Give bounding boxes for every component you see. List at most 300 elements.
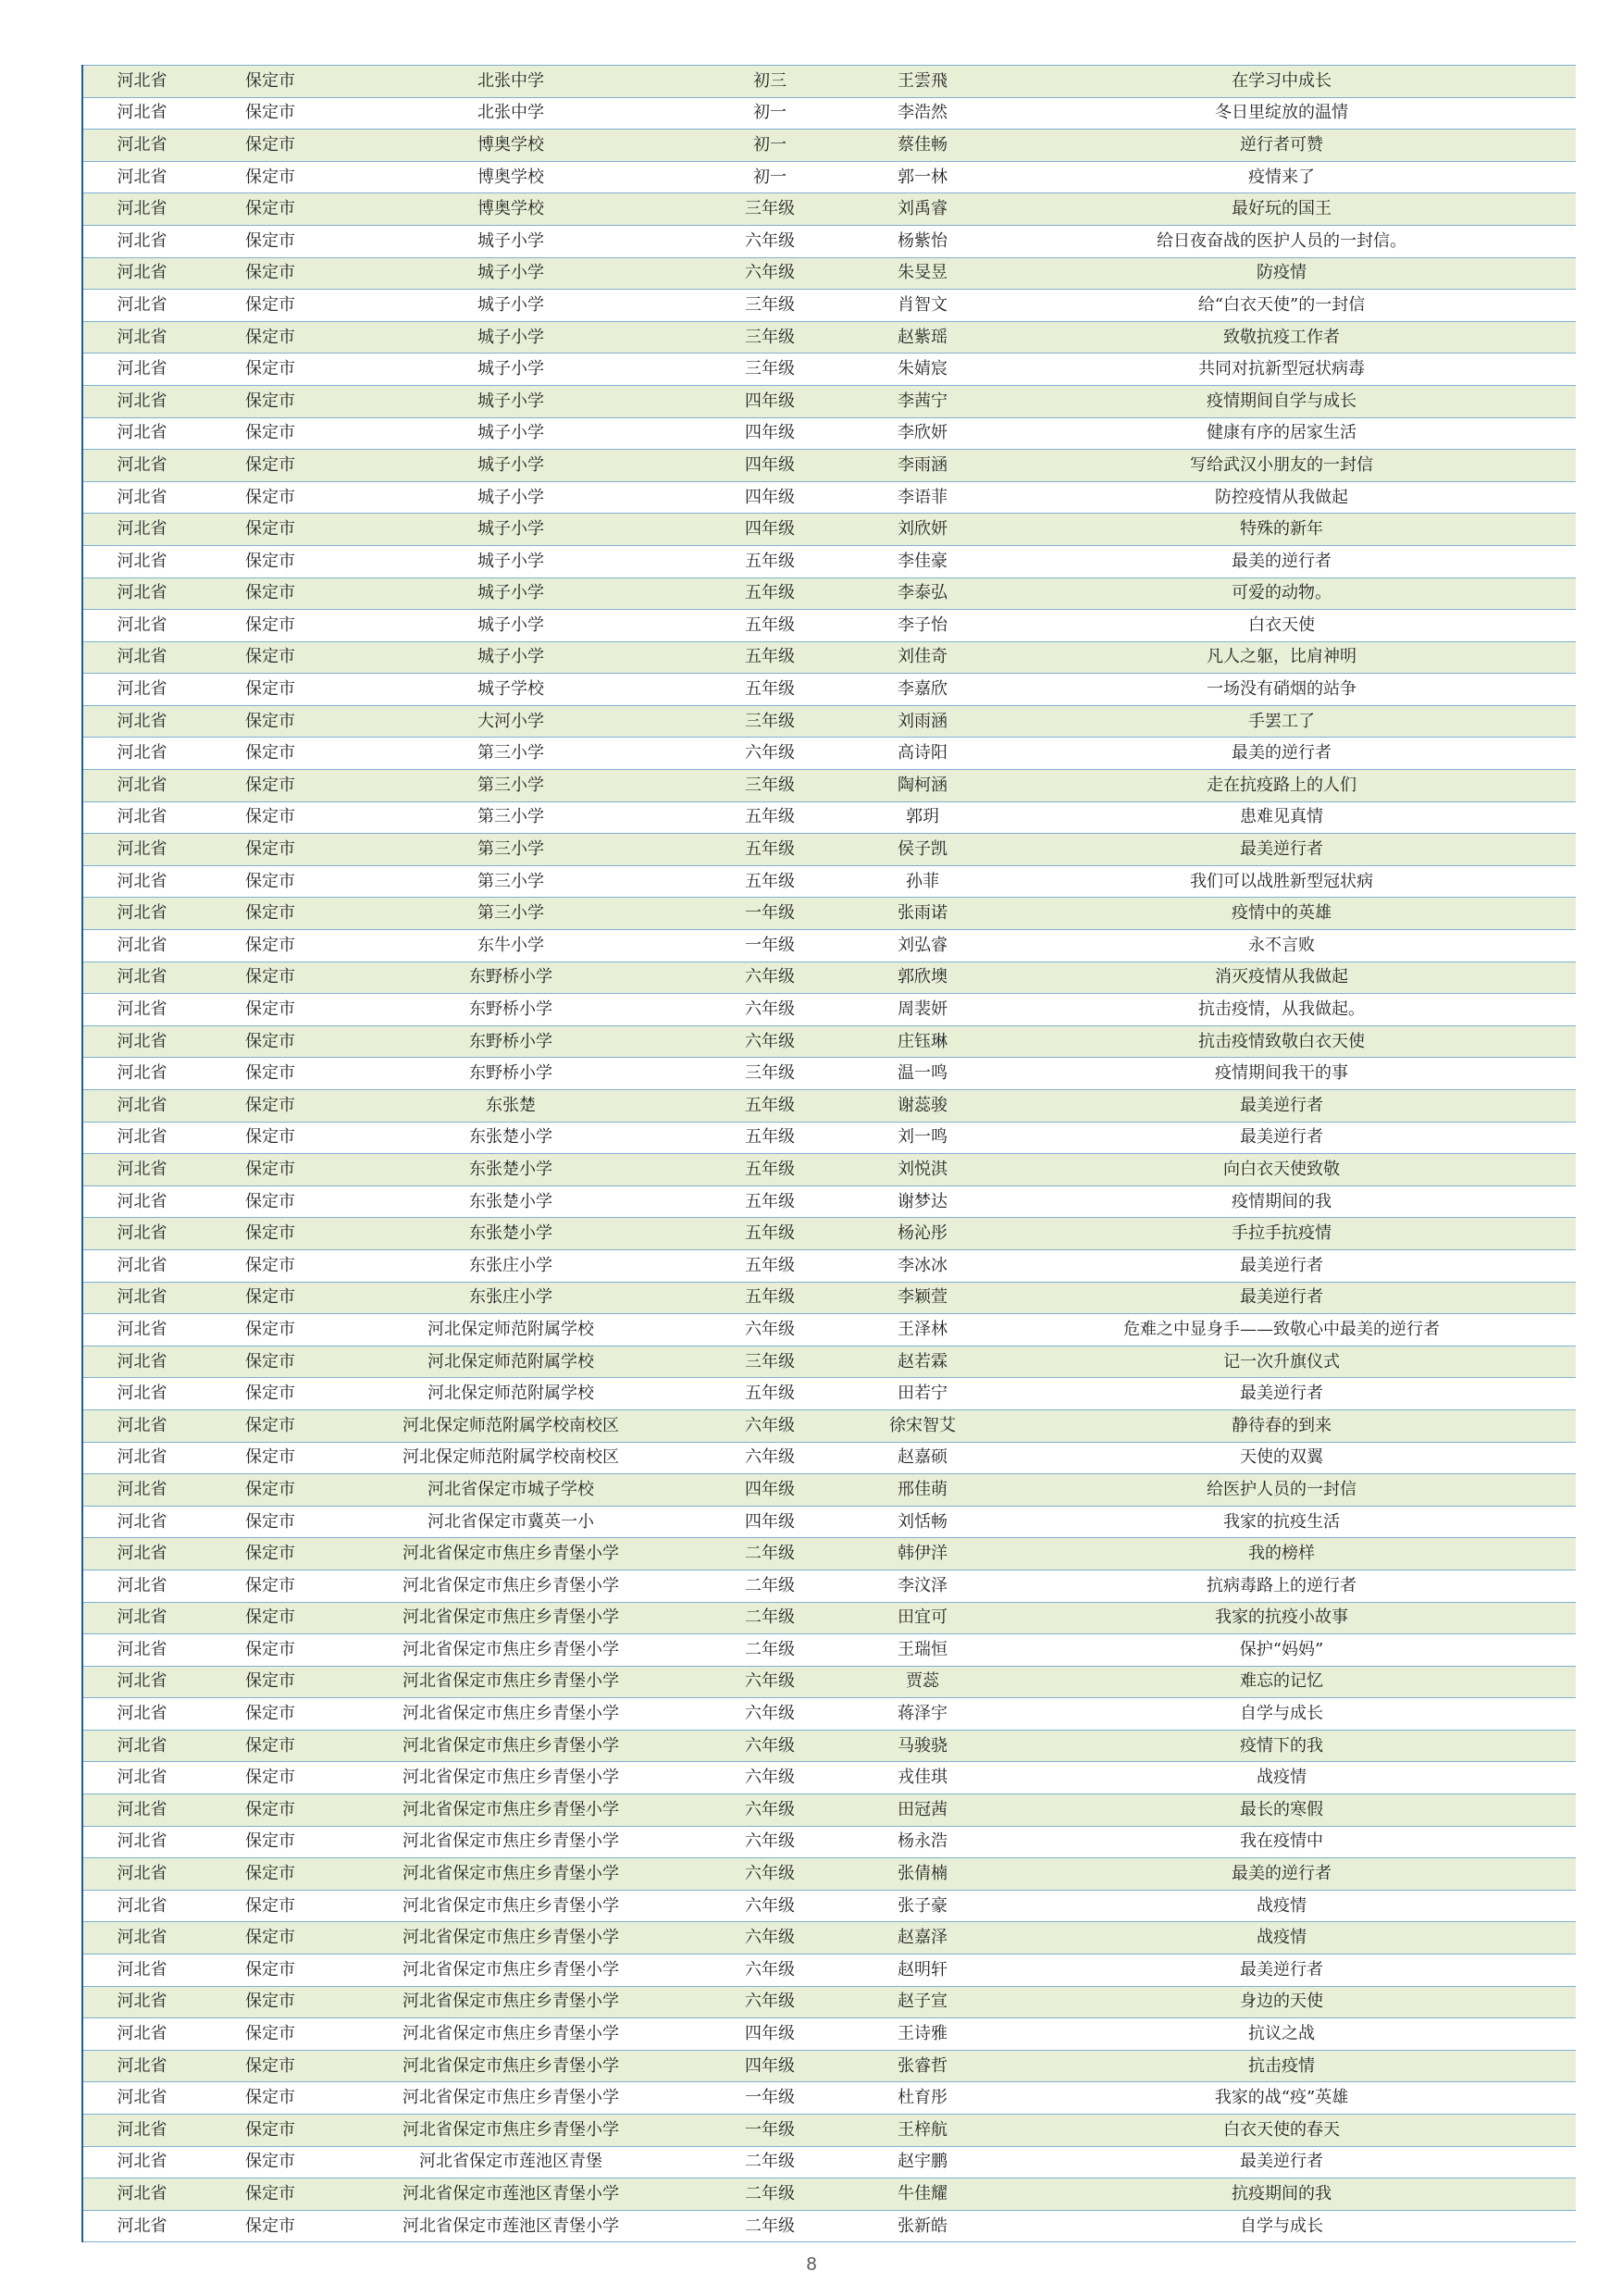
school-cell: 城子小学: [340, 225, 682, 257]
school-cell: 河北省保定市焦庄乡青堡小学: [340, 2115, 682, 2147]
essay-title-cell: 最美逆行者: [987, 834, 1576, 866]
province-cell: 河北省: [82, 1090, 201, 1123]
table-row: [82, 1922, 1576, 1955]
table-row: [82, 898, 1576, 930]
essay-title-cell: 逆行者可赞: [987, 130, 1576, 162]
essay-title-cell: 抗击疫情，从我做起。: [987, 994, 1576, 1026]
school-cell: 河北保定师范附属学校: [340, 1346, 682, 1378]
grade-cell: 初一: [682, 97, 858, 130]
province-cell: 河北省: [82, 1538, 201, 1570]
student-name-cell: 赵宇鹏: [858, 2146, 987, 2178]
city-cell: 保定市: [201, 354, 340, 386]
essay-title-cell: 自学与成长: [987, 2210, 1576, 2242]
student-name-cell: 周裴妍: [858, 994, 987, 1026]
essay-title-cell: 共同对抗新型冠状病毒: [987, 354, 1576, 386]
school-cell: 河北省保定市焦庄乡青堡小学: [340, 1986, 682, 2018]
essay-title-cell: 最美逆行者: [987, 2146, 1576, 2178]
student-name-cell: 张子豪: [858, 1890, 987, 1922]
essay-title-cell: 白衣天使: [987, 610, 1576, 642]
table-row: [82, 994, 1576, 1026]
school-cell: 东野桥小学: [340, 1058, 682, 1090]
essay-title-cell: 白衣天使的春天: [987, 2115, 1576, 2147]
table-row: [82, 2082, 1576, 2115]
grade-cell: 六年级: [682, 738, 858, 770]
school-cell: 河北省保定市焦庄乡青堡小学: [340, 2050, 682, 2082]
grade-cell: 五年级: [682, 610, 858, 642]
city-cell: 保定市: [201, 1282, 340, 1314]
student-name-cell: 刘雨涵: [858, 705, 987, 738]
province-cell: 河北省: [82, 1922, 201, 1955]
grade-cell: 六年级: [682, 257, 858, 290]
essay-title-cell: 自学与成长: [987, 1698, 1576, 1731]
student-name-cell: 陶柯涵: [858, 770, 987, 802]
city-cell: 保定市: [201, 225, 340, 257]
school-cell: 河北省保定市焦庄乡青堡小学: [340, 1634, 682, 1667]
student-name-cell: 李子怡: [858, 610, 987, 642]
grade-cell: 一年级: [682, 2115, 858, 2147]
table-row: [82, 1538, 1576, 1570]
table-row: [82, 514, 1576, 546]
province-cell: 河北省: [82, 385, 201, 417]
province-cell: 河北省: [82, 1249, 201, 1282]
province-cell: 河北省: [82, 2082, 201, 2115]
student-name-cell: 田宜可: [858, 1602, 987, 1634]
grade-cell: 五年级: [682, 1218, 858, 1250]
city-cell: 保定市: [201, 97, 340, 130]
province-cell: 河北省: [82, 66, 201, 98]
table-row: [82, 290, 1576, 322]
grade-cell: 六年级: [682, 1730, 858, 1762]
province-cell: 河北省: [82, 545, 201, 577]
city-cell: 保定市: [201, 1218, 340, 1250]
table-row: [82, 577, 1576, 610]
city-cell: 保定市: [201, 2082, 340, 2115]
province-cell: 河北省: [82, 321, 201, 354]
school-cell: 大河小学: [340, 705, 682, 738]
table-row: [82, 1346, 1576, 1378]
grade-cell: 五年级: [682, 1378, 858, 1410]
student-name-cell: 赵嘉硕: [858, 1442, 987, 1474]
province-cell: 河北省: [82, 97, 201, 130]
student-name-cell: 李泰弘: [858, 577, 987, 610]
table-row: [82, 1858, 1576, 1891]
student-name-cell: 刘悦淇: [858, 1154, 987, 1186]
grade-cell: 五年级: [682, 577, 858, 610]
school-cell: 东张庄小学: [340, 1282, 682, 1314]
table-row: [82, 1698, 1576, 1731]
school-cell: 河北省保定市焦庄乡青堡小学: [340, 1794, 682, 1827]
province-cell: 河北省: [82, 1506, 201, 1538]
school-cell: 城子小学: [340, 385, 682, 417]
essay-title-cell: 危难之中显身手——致敬心中最美的逆行者: [987, 1314, 1576, 1347]
city-cell: 保定市: [201, 738, 340, 770]
student-name-cell: 谢梦达: [858, 1185, 987, 1218]
essay-title-cell: 疫情期间自学与成长: [987, 385, 1576, 417]
table-row: [82, 865, 1576, 898]
school-cell: 河北省保定市焦庄乡青堡小学: [340, 2018, 682, 2051]
province-cell: 河北省: [82, 2146, 201, 2178]
essay-title-cell: 在学习中成长: [987, 66, 1576, 98]
city-cell: 保定市: [201, 1090, 340, 1123]
school-cell: 东野桥小学: [340, 994, 682, 1026]
province-cell: 河北省: [82, 161, 201, 193]
province-cell: 河北省: [82, 1185, 201, 1218]
table-row: [82, 1122, 1576, 1154]
school-cell: 东张楚小学: [340, 1122, 682, 1154]
province-cell: 河北省: [82, 514, 201, 546]
school-cell: 河北省保定市莲池区青堡: [340, 2146, 682, 2178]
table-row: [82, 2146, 1576, 2178]
essay-title-cell: 疫情中的英雄: [987, 898, 1576, 930]
student-name-cell: 庄钰琳: [858, 1025, 987, 1058]
grade-cell: 三年级: [682, 354, 858, 386]
grade-cell: 六年级: [682, 1794, 858, 1827]
province-cell: 河北省: [82, 801, 201, 834]
school-cell: 河北省保定市焦庄乡青堡小学: [340, 1730, 682, 1762]
student-name-cell: 刘弘睿: [858, 930, 987, 962]
essay-title-cell: 我家的抗疫生活: [987, 1506, 1576, 1538]
student-name-cell: 李浩然: [858, 97, 987, 130]
city-cell: 保定市: [201, 1986, 340, 2018]
student-name-cell: 马骏骁: [858, 1730, 987, 1762]
school-cell: 城子小学: [340, 450, 682, 482]
table-row: [82, 321, 1576, 354]
student-name-cell: 李雨涵: [858, 450, 987, 482]
grade-cell: 四年级: [682, 2018, 858, 2051]
grade-cell: 五年级: [682, 545, 858, 577]
grade-cell: 六年级: [682, 1025, 858, 1058]
grade-cell: 五年级: [682, 801, 858, 834]
school-cell: 北张中学: [340, 66, 682, 98]
table-row: [82, 2210, 1576, 2242]
province-cell: 河北省: [82, 674, 201, 706]
essay-title-cell: 抗病毒路上的逆行者: [987, 1570, 1576, 1602]
table-row: [82, 225, 1576, 257]
school-cell: 河北省保定市焦庄乡青堡小学: [340, 1538, 682, 1570]
city-cell: 保定市: [201, 865, 340, 898]
grade-cell: 二年级: [682, 1634, 858, 1667]
essay-title-cell: 最美逆行者: [987, 1122, 1576, 1154]
student-name-cell: 杨沁彤: [858, 1218, 987, 1250]
table-row: [82, 1762, 1576, 1794]
school-cell: 第三小学: [340, 898, 682, 930]
essay-title-cell: 最美逆行者: [987, 1282, 1576, 1314]
city-cell: 保定市: [201, 962, 340, 994]
city-cell: 保定市: [201, 481, 340, 514]
school-cell: 城子小学: [340, 354, 682, 386]
province-cell: 河北省: [82, 1346, 201, 1378]
city-cell: 保定市: [201, 705, 340, 738]
student-name-cell: 王雲飛: [858, 66, 987, 98]
essay-title-cell: 难忘的记忆: [987, 1666, 1576, 1698]
province-cell: 河北省: [82, 1122, 201, 1154]
essay-title-cell: 保护“妈妈”: [987, 1634, 1576, 1667]
province-cell: 河北省: [82, 994, 201, 1026]
essay-title-cell: 我家的抗疫小故事: [987, 1602, 1576, 1634]
city-cell: 保定市: [201, 994, 340, 1026]
province-cell: 河北省: [82, 1986, 201, 2018]
school-cell: 河北省保定市焦庄乡青堡小学: [340, 1698, 682, 1731]
grade-cell: 三年级: [682, 290, 858, 322]
province-cell: 河北省: [82, 290, 201, 322]
essay-title-cell: 战疫情: [987, 1922, 1576, 1955]
grade-cell: 四年级: [682, 1506, 858, 1538]
essay-title-cell: 凡人之躯，比肩神明: [987, 641, 1576, 674]
province-cell: 河北省: [82, 417, 201, 450]
city-cell: 保定市: [201, 1730, 340, 1762]
province-cell: 河北省: [82, 1314, 201, 1347]
student-name-cell: 李颖萱: [858, 1282, 987, 1314]
table-row: [82, 1378, 1576, 1410]
school-cell: 河北省保定市焦庄乡青堡小学: [340, 1922, 682, 1955]
school-cell: 河北省保定市莲池区青堡小学: [340, 2210, 682, 2242]
student-name-cell: 李欣妍: [858, 417, 987, 450]
school-cell: 河北省保定市焦庄乡青堡小学: [340, 1602, 682, 1634]
school-cell: 博奥学校: [340, 130, 682, 162]
province-cell: 河北省: [82, 225, 201, 257]
essay-title-cell: 特殊的新年: [987, 514, 1576, 546]
student-name-cell: 郭一林: [858, 161, 987, 193]
student-name-cell: 王瑞恒: [858, 1634, 987, 1667]
school-cell: 第三小学: [340, 770, 682, 802]
grade-cell: 一年级: [682, 2082, 858, 2115]
student-name-cell: 孙菲: [858, 865, 987, 898]
school-cell: 第三小学: [340, 738, 682, 770]
city-cell: 保定市: [201, 130, 340, 162]
essay-title-cell: 疫情期间我干的事: [987, 1058, 1576, 1090]
grade-cell: 二年级: [682, 2210, 858, 2242]
student-name-cell: 贾蕊: [858, 1666, 987, 1698]
province-cell: 河北省: [82, 1378, 201, 1410]
essay-title-cell: 患难见真情: [987, 801, 1576, 834]
student-name-cell: 王泽林: [858, 1314, 987, 1347]
school-cell: 东野桥小学: [340, 962, 682, 994]
school-cell: 河北省保定市焦庄乡青堡小学: [340, 1666, 682, 1698]
city-cell: 保定市: [201, 257, 340, 290]
table-row: [82, 1826, 1576, 1858]
school-cell: 河北保定师范附属学校南校区: [340, 1409, 682, 1442]
table-row: [82, 2050, 1576, 2082]
student-name-cell: 高诗阳: [858, 738, 987, 770]
city-cell: 保定市: [201, 545, 340, 577]
school-cell: 河北保定师范附属学校: [340, 1378, 682, 1410]
province-cell: 河北省: [82, 1058, 201, 1090]
table-row: [82, 674, 1576, 706]
table-row: [82, 1185, 1576, 1218]
table-row: [82, 385, 1576, 417]
student-name-cell: 赵若霖: [858, 1346, 987, 1378]
school-cell: 河北省保定市焦庄乡青堡小学: [340, 1890, 682, 1922]
table-row: [82, 610, 1576, 642]
essay-title-cell: 身边的天使: [987, 1986, 1576, 2018]
grade-cell: 六年级: [682, 1826, 858, 1858]
student-name-cell: 蒋泽宇: [858, 1698, 987, 1731]
table-row: [82, 1442, 1576, 1474]
grade-cell: 六年级: [682, 962, 858, 994]
city-cell: 保定市: [201, 930, 340, 962]
grade-cell: 六年级: [682, 1986, 858, 2018]
school-cell: 东张楚小学: [340, 1154, 682, 1186]
table-row: [82, 705, 1576, 738]
student-name-cell: 杨永浩: [858, 1826, 987, 1858]
grade-cell: 四年级: [682, 514, 858, 546]
table-row: [82, 1058, 1576, 1090]
city-cell: 保定市: [201, 641, 340, 674]
city-cell: 保定市: [201, 2050, 340, 2082]
school-cell: 河北保定师范附属学校: [340, 1314, 682, 1347]
essay-title-cell: 疫情来了: [987, 161, 1576, 193]
table-row: [82, 1218, 1576, 1250]
city-cell: 保定市: [201, 1762, 340, 1794]
table-row: [82, 962, 1576, 994]
table-row: [82, 2115, 1576, 2147]
essay-title-cell: 我的榜样: [987, 1538, 1576, 1570]
school-cell: 城子小学: [340, 641, 682, 674]
essay-title-cell: 记一次升旗仪式: [987, 1346, 1576, 1378]
province-cell: 河北省: [82, 1762, 201, 1794]
province-cell: 河北省: [82, 738, 201, 770]
grade-cell: 五年级: [682, 834, 858, 866]
grade-cell: 六年级: [682, 994, 858, 1026]
grade-cell: 六年级: [682, 1409, 858, 1442]
essay-title-cell: 向白衣天使致敬: [987, 1154, 1576, 1186]
table-row: [82, 1794, 1576, 1827]
student-name-cell: 朱婧宸: [858, 354, 987, 386]
school-cell: 城子小学: [340, 481, 682, 514]
student-name-cell: 李汶泽: [858, 1570, 987, 1602]
student-name-cell: 李语菲: [858, 481, 987, 514]
province-cell: 河北省: [82, 1666, 201, 1698]
province-cell: 河北省: [82, 962, 201, 994]
essay-title-cell: 可爱的动物。: [987, 577, 1576, 610]
grade-cell: 二年级: [682, 1538, 858, 1570]
essay-title-cell: 抗议之战: [987, 2018, 1576, 2051]
essay-title-cell: 永不言败: [987, 930, 1576, 962]
province-cell: 河北省: [82, 834, 201, 866]
school-cell: 河北省保定市城子学校: [340, 1474, 682, 1507]
essay-title-cell: 最美逆行者: [987, 1249, 1576, 1282]
grade-cell: 五年级: [682, 865, 858, 898]
school-cell: 河北省保定市冀英一小: [340, 1506, 682, 1538]
essay-title-cell: 给“白衣天使”的一封信: [987, 290, 1576, 322]
student-name-cell: 朱旻昱: [858, 257, 987, 290]
table-row: [82, 1314, 1576, 1347]
student-name-cell: 张新皓: [858, 2210, 987, 2242]
grade-cell: 四年级: [682, 481, 858, 514]
table-row: [82, 1955, 1576, 1987]
grade-cell: 五年级: [682, 1154, 858, 1186]
grade-cell: 四年级: [682, 385, 858, 417]
essay-title-cell: 致敬抗疫工作者: [987, 321, 1576, 354]
city-cell: 保定市: [201, 417, 340, 450]
grade-cell: 四年级: [682, 450, 858, 482]
table-row: [82, 2178, 1576, 2211]
grade-cell: 三年级: [682, 321, 858, 354]
city-cell: 保定市: [201, 1506, 340, 1538]
city-cell: 保定市: [201, 801, 340, 834]
grade-cell: 六年级: [682, 1890, 858, 1922]
province-cell: 河北省: [82, 2018, 201, 2051]
table-row: [82, 1634, 1576, 1667]
city-cell: 保定市: [201, 1922, 340, 1955]
province-cell: 河北省: [82, 865, 201, 898]
city-cell: 保定市: [201, 674, 340, 706]
table-row: [82, 1890, 1576, 1922]
city-cell: 保定市: [201, 834, 340, 866]
province-cell: 河北省: [82, 930, 201, 962]
school-cell: 第三小学: [340, 865, 682, 898]
school-cell: 城子小学: [340, 321, 682, 354]
city-cell: 保定市: [201, 610, 340, 642]
table-row: [82, 66, 1576, 98]
school-cell: 北张中学: [340, 97, 682, 130]
school-cell: 城子小学: [340, 610, 682, 642]
city-cell: 保定市: [201, 1858, 340, 1891]
city-cell: 保定市: [201, 66, 340, 98]
province-cell: 河北省: [82, 1474, 201, 1507]
essay-title-cell: 最美逆行者: [987, 1378, 1576, 1410]
province-cell: 河北省: [82, 193, 201, 226]
city-cell: 保定市: [201, 1122, 340, 1154]
table-row: [82, 257, 1576, 290]
city-cell: 保定市: [201, 1570, 340, 1602]
grade-cell: 四年级: [682, 417, 858, 450]
province-cell: 河北省: [82, 1634, 201, 1667]
school-cell: 东张楚: [340, 1090, 682, 1123]
essay-title-cell: 手罢工了: [987, 705, 1576, 738]
grade-cell: 六年级: [682, 1762, 858, 1794]
province-cell: 河北省: [82, 1858, 201, 1891]
grade-cell: 三年级: [682, 1346, 858, 1378]
city-cell: 保定市: [201, 1442, 340, 1474]
grade-cell: 五年级: [682, 1185, 858, 1218]
student-name-cell: 李冰冰: [858, 1249, 987, 1282]
grade-cell: 六年级: [682, 1955, 858, 1987]
grade-cell: 二年级: [682, 2178, 858, 2211]
city-cell: 保定市: [201, 1154, 340, 1186]
student-name-cell: 谢蕊骏: [858, 1090, 987, 1123]
essay-title-cell: 消灭疫情从我做起: [987, 962, 1576, 994]
grade-cell: 六年级: [682, 1858, 858, 1891]
essay-title-cell: 最长的寒假: [987, 1794, 1576, 1827]
essay-title-cell: 冬日里绽放的温情: [987, 97, 1576, 130]
table-row: [82, 481, 1576, 514]
entries-table: [81, 65, 1576, 2242]
city-cell: 保定市: [201, 1185, 340, 1218]
student-name-cell: 赵嘉泽: [858, 1922, 987, 1955]
student-name-cell: 赵子宣: [858, 1986, 987, 2018]
province-cell: 河北省: [82, 898, 201, 930]
essay-title-cell: 战疫情: [987, 1890, 1576, 1922]
city-cell: 保定市: [201, 898, 340, 930]
city-cell: 保定市: [201, 1378, 340, 1410]
student-name-cell: 郭欣墺: [858, 962, 987, 994]
table-row: [82, 738, 1576, 770]
school-cell: 河北省保定市焦庄乡青堡小学: [340, 1762, 682, 1794]
school-cell: 河北省保定市焦庄乡青堡小学: [340, 1955, 682, 1987]
student-name-cell: 张雨诺: [858, 898, 987, 930]
province-cell: 河北省: [82, 1955, 201, 1987]
grade-cell: 初三: [682, 66, 858, 98]
student-name-cell: 韩伊洋: [858, 1538, 987, 1570]
table-row: [82, 193, 1576, 226]
province-cell: 河北省: [82, 1154, 201, 1186]
essay-title-cell: 最美的逆行者: [987, 545, 1576, 577]
essay-title-cell: 手拉手抗疫情: [987, 1218, 1576, 1250]
city-cell: 保定市: [201, 1826, 340, 1858]
school-cell: 城子学校: [340, 674, 682, 706]
table-row: [82, 1570, 1576, 1602]
